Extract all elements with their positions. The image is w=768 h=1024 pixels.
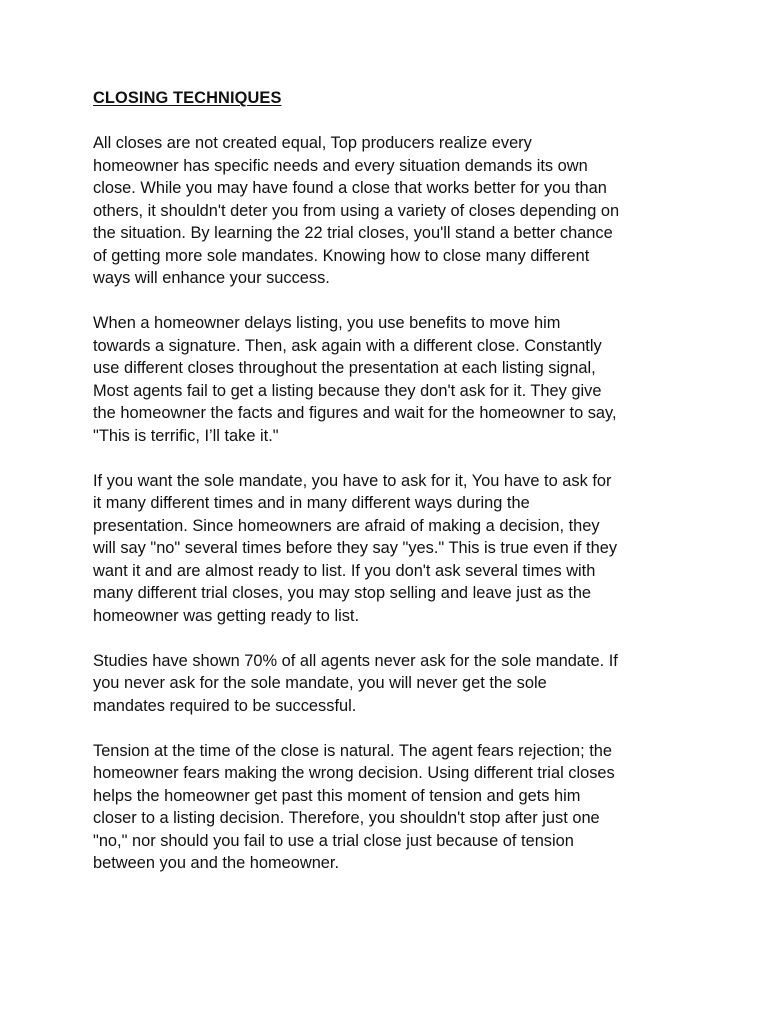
text-line: "This is terrific, I’ll take it." (93, 426, 279, 445)
text-line: presentation. Since homeowners are afraid of making a decision, they (93, 516, 600, 535)
text-line: between you and the homeowner. (93, 854, 340, 872)
text-line: many different trial closes, you may stop selling and leave just as the (93, 584, 592, 602)
text-line: homeowner has specific needs and every situation demands its own (93, 156, 588, 175)
text-line: use different closes throughout the presentation at each listing signal, (93, 359, 596, 377)
paragraph-studies (93, 650, 683, 718)
text-line: Studies have shown 70% of all agents never ask for the sole mandate. If (93, 651, 618, 670)
text-line: All closes are not created equal, Top producers realize every (93, 134, 532, 152)
text-line: mandates required to be successful. (93, 696, 357, 715)
text-line: If you want the sole mandate, you have to ask for it, You have to ask for (93, 471, 612, 490)
text-line: ways will enhance your success. (93, 269, 330, 287)
text-line: of getting more sole mandates. Knowing how to close many different (93, 246, 590, 265)
paragraph-intro (93, 132, 683, 290)
text-line: towards a signature. Then, ask again with a different close. Constantly (93, 336, 602, 355)
text-line: "no," nor should you fail to use a trial close just because of tension (93, 831, 574, 850)
text-line: it many different times and in many different ways during the (93, 494, 530, 512)
text-line: Tension at the time of the close is natural. The agent fears rejection; the (93, 741, 613, 760)
text-line: closer to a listing decision. Therefore, you shouldn't stop after just one (93, 809, 600, 827)
text-line: homeowner fears making the wrong decision. Using different trial closes (93, 764, 615, 782)
text-line: want it and are almost ready to list. If you don't ask several times with (93, 561, 596, 580)
text-line: When a homeowner delays listing, you use benefits to move him (93, 314, 561, 332)
text-line: close. While you may have found a close that works better for you than (93, 179, 607, 197)
text-line: will say "no" several times before they say "yes." This is true even if they (93, 539, 618, 557)
text-line: helps the homeowner get past this moment of tension and gets him (93, 786, 581, 805)
text-line: the homeowner the facts and figures and wait for the homeowner to say, (93, 404, 617, 422)
text-line: the situation. By learning the 22 trial closes, you'll stand a better chance (93, 224, 613, 242)
document-title: CLOSING TECHNIQUES (93, 89, 282, 107)
paragraph-ask-for-mandate (93, 470, 683, 628)
paragraph-delays-listing (93, 312, 683, 447)
text-line: you never ask for the sole mandate, you will never get the sole (93, 674, 547, 692)
paragraph-tension (93, 740, 683, 875)
text-line: others, it shouldn't deter you from using a variety of closes depending on (93, 201, 620, 220)
text-line: Most agents fail to get a listing because they don't ask for it. They give (93, 381, 602, 400)
text-line: homeowner was getting ready to list. (93, 606, 360, 625)
